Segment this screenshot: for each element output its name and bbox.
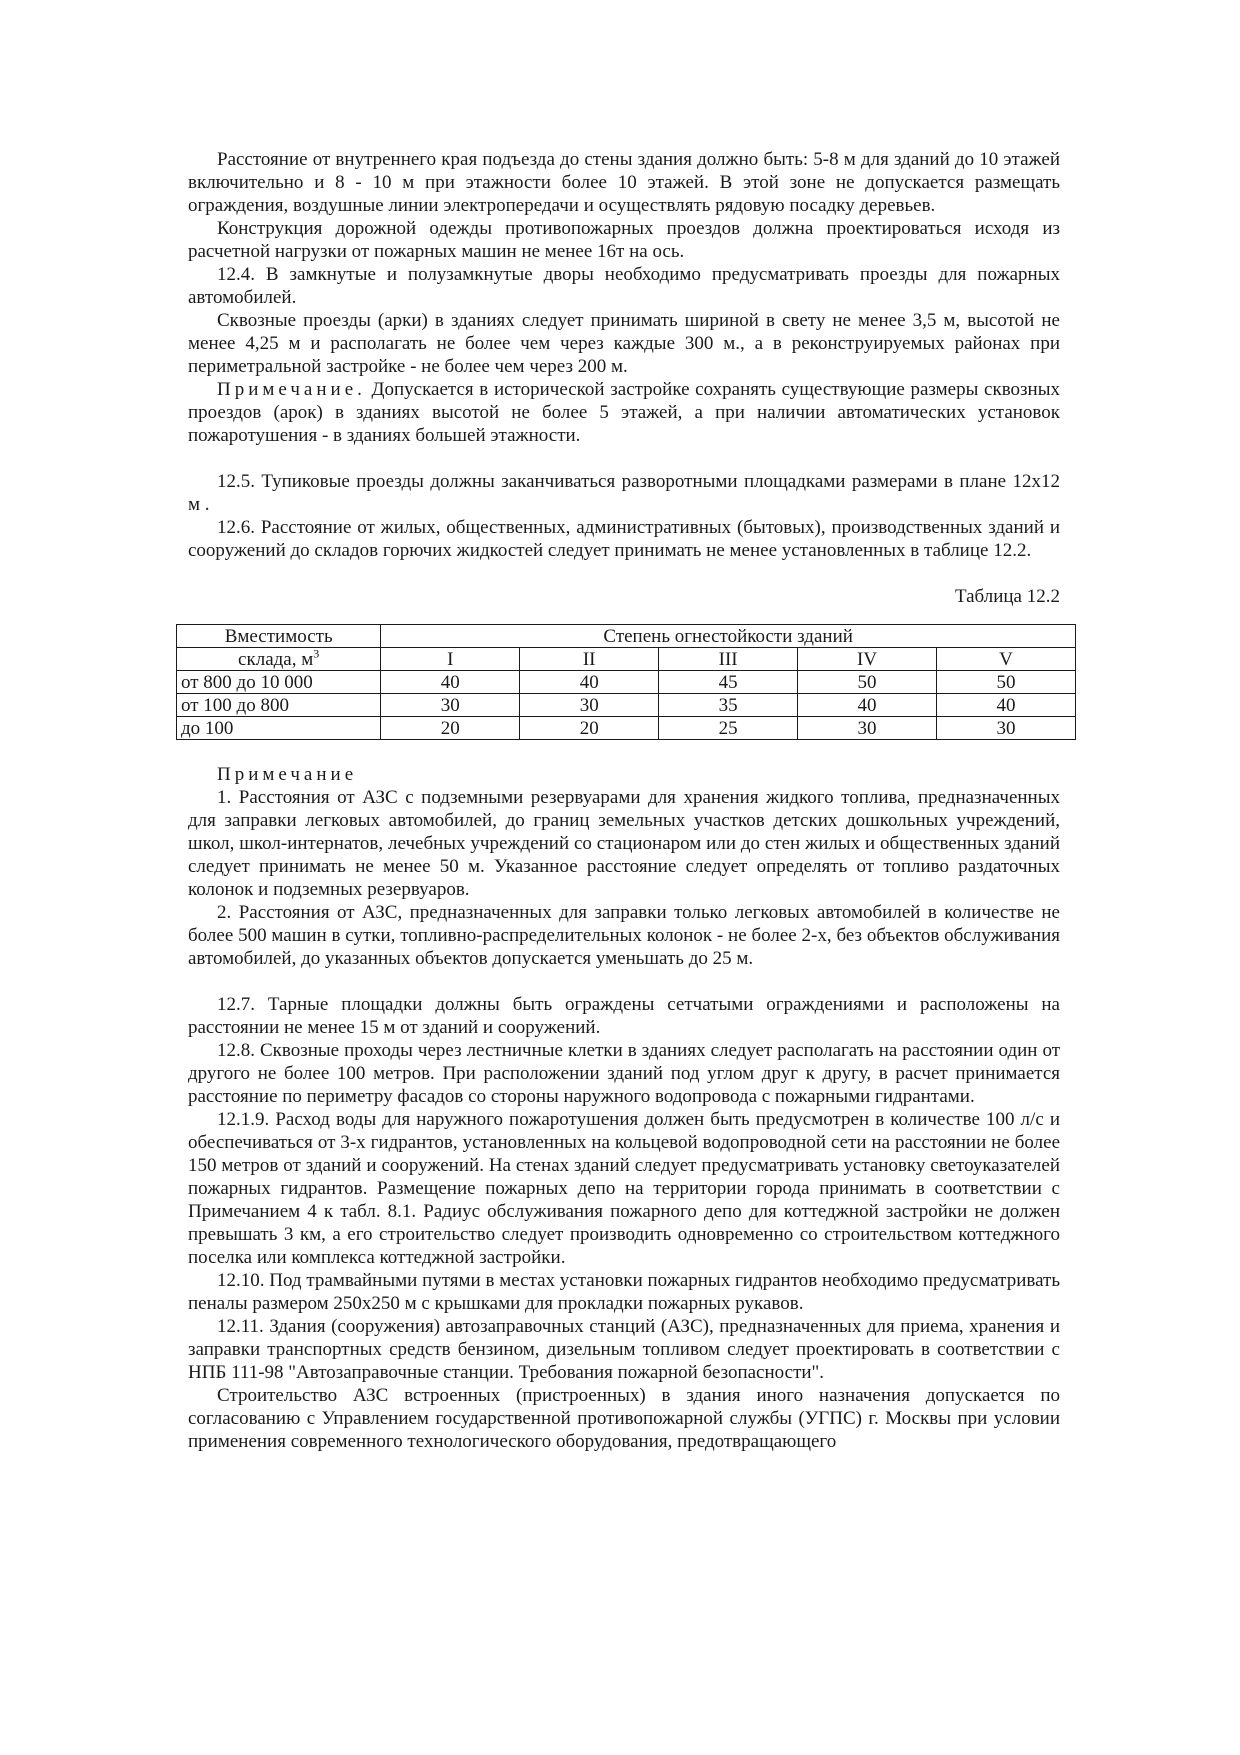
table-row (177, 694, 1076, 717)
table-cell: 50 (798, 671, 937, 694)
header-degree: II (520, 648, 659, 671)
document-page (181, 148, 1060, 1453)
note-item: 1. Расстояния от АЗС с подземными резервуарами для хранения жидкого топлива, предназначенных для заправки легковых автомобилей, до границ земельных участков детских дошкольных учреждений, школ, школ-интернатов, лечебных учреждений со стационаром или до стен жилых и общественных зданий следует принимать не менее 50 м. Указанное расстояние следует определять от топливо раздаточных колонок и подземных резервуаров. (188, 787, 1060, 900)
header-fire-resistance: Степень огнестойкости зданий (381, 625, 1076, 648)
paragraph: 12.8. Сквозные проходы через лестничные клетки в зданиях следует располагать на расстоянии один от другого не более 100 метров. При расположении зданий под углом друг к другу, в расчет принимается расстояние по периметру фасадов со стороны наружного водопровода с пожарными гидрантами. (188, 1040, 1060, 1107)
header-degree: I (381, 648, 520, 671)
row-label: до 100 (177, 717, 381, 740)
note-item: 2. Расстояния от АЗС, предназначенных для заправки только легковых автомобилей в количестве не более 500 машин в сутки, топливно-распределительных колонок - не более 2-х, без объектов обслуживания автомобилей, до указанных объектов допускается уменьшать до 25 м. (188, 902, 1060, 969)
paragraph: 12.1.9. Расход воды для наружного пожаротушения должен быть предусмотрен в количестве 100 л/с и обеспечиваться от 3-х гидрантов, установленных на кольцевой водопроводной сети на расстоянии не более 150 метров от зданий и сооружений. На стенах зданий следует предусматривать установку светоуказателей пожарных гидрантов. Размещение пожарных депо на территории города принимать в соответствии с Примечанием 4 к табл. 8.1. Радиус обслуживания пожарного депо для коттеджной застройки не должен превышать 3 км, а его строительство следует производить одновременно со строительством коттеджного поселка или комплекса коттеджной застройки. (188, 1109, 1060, 1268)
paragraph: 12.6. Расстояние от жилых, общественных, административных (бытовых), производственных зданий и сооружений до складов горючих жидкостей следует принимать не менее установленных в таблице 12.2. (188, 517, 1060, 561)
paragraph: Конструкция дорожной одежды противопожарных проездов должна проектироваться исходя из расчетной нагрузки от пожарных машин не менее 16т на ось. (188, 218, 1060, 262)
note-heading: Примечание (217, 764, 358, 785)
table-row (177, 671, 1076, 694)
table-header-row (177, 625, 1076, 648)
table-cell: 40 (381, 671, 520, 694)
paragraph: 12.7. Тарные площадки должны быть ограждены сетчатыми ограждениями и расположены на расстоянии не менее 15 м от зданий и сооружений. (188, 994, 1060, 1038)
table-cell: 40 (937, 694, 1076, 717)
paragraph: 12.4. В замкнутые и полузамкнутые дворы необходимо предусматривать проезды для пожарных автомобилей. (188, 264, 1060, 308)
table-caption: Таблица 12.2 (954, 586, 1060, 607)
table-row (177, 717, 1076, 740)
table-cell: 35 (659, 694, 798, 717)
paragraph: Расстояние от внутреннего края подъезда до стены здания должно быть: 5-8 м для зданий до 10 этажей включительно и 8 - 10 м при этажности более 10 этажей. В этой зоне не допускается размещать ограждения, воздушные линии электропередачи и осуществлять рядовую посадку деревьев. (188, 149, 1060, 216)
note-label: Примечание. (217, 379, 366, 400)
table-cell: 30 (937, 717, 1076, 740)
paragraph: 12.5. Тупиковые проезды должны заканчиваться разворотными площадками размерами в плане 12х12 м . (188, 471, 1060, 515)
table-cell: 20 (381, 717, 520, 740)
table-cell: 30 (381, 694, 520, 717)
header-degree: IV (798, 648, 937, 671)
paragraph: Строительство АЗС встроенных (пристроенных) в здания иного назначения допускается по согласованию с Управлением государственной противопожарной службы (УГПС) г. Москвы при условии применения современного технологического оборудования, предотвращающего (188, 1385, 1060, 1452)
table-cell: 25 (659, 717, 798, 740)
paragraph: Сквозные проезды (арки) в зданиях следует принимать шириной в свету не менее 3,5 м, высотой не менее 4,25 м и располагать не более чем через каждые 300 м., а в реконструируемых районах при периметральной застройке - не более чем через 200 м. (188, 310, 1060, 377)
table-cell: 30 (520, 694, 659, 717)
row-label: от 100 до 800 (177, 694, 381, 717)
header-degree: III (659, 648, 798, 671)
distance-table (176, 624, 1076, 740)
table-cell: 40 (798, 694, 937, 717)
table-cell: 30 (798, 717, 937, 740)
header-capacity: Вместимость (177, 625, 381, 648)
header-degree: V (937, 648, 1076, 671)
header-capacity-unit: склада, $м^3$ (177, 648, 381, 671)
paragraph: 12.11. Здания (сооружения) автозаправочных станций (АЗС), предназначенных для приема, хранения и заправки транспортных средств бензином, дизельным топливом следует проектировать в соответствии с НПБ 111-98 "Автозаправочные станции. Требования пожарной безопасности". (188, 1316, 1060, 1383)
table-cell: 20 (520, 717, 659, 740)
table-cell: 40 (520, 671, 659, 694)
note-paragraph (188, 378, 1060, 447)
table-cell: 50 (937, 671, 1076, 694)
table-cell: 45 (659, 671, 798, 694)
paragraph: 12.10. Под трамвайными путями в местах установки пожарных гидрантов необходимо предусматривать пеналы размером 250х250 м с крышками для прокладки пожарных рукавов. (188, 1270, 1060, 1314)
table-header-row (177, 648, 1076, 671)
note-text: Допускается в исторической застройке сохранять существующие размеры сквозных проездов (арок) в зданиях высотой не более 5 этажей, а при наличии автоматических установок пожаротушения - в зданиях большей этажности. (188, 379, 1060, 446)
row-label: от 800 до 10 000 (177, 671, 381, 694)
